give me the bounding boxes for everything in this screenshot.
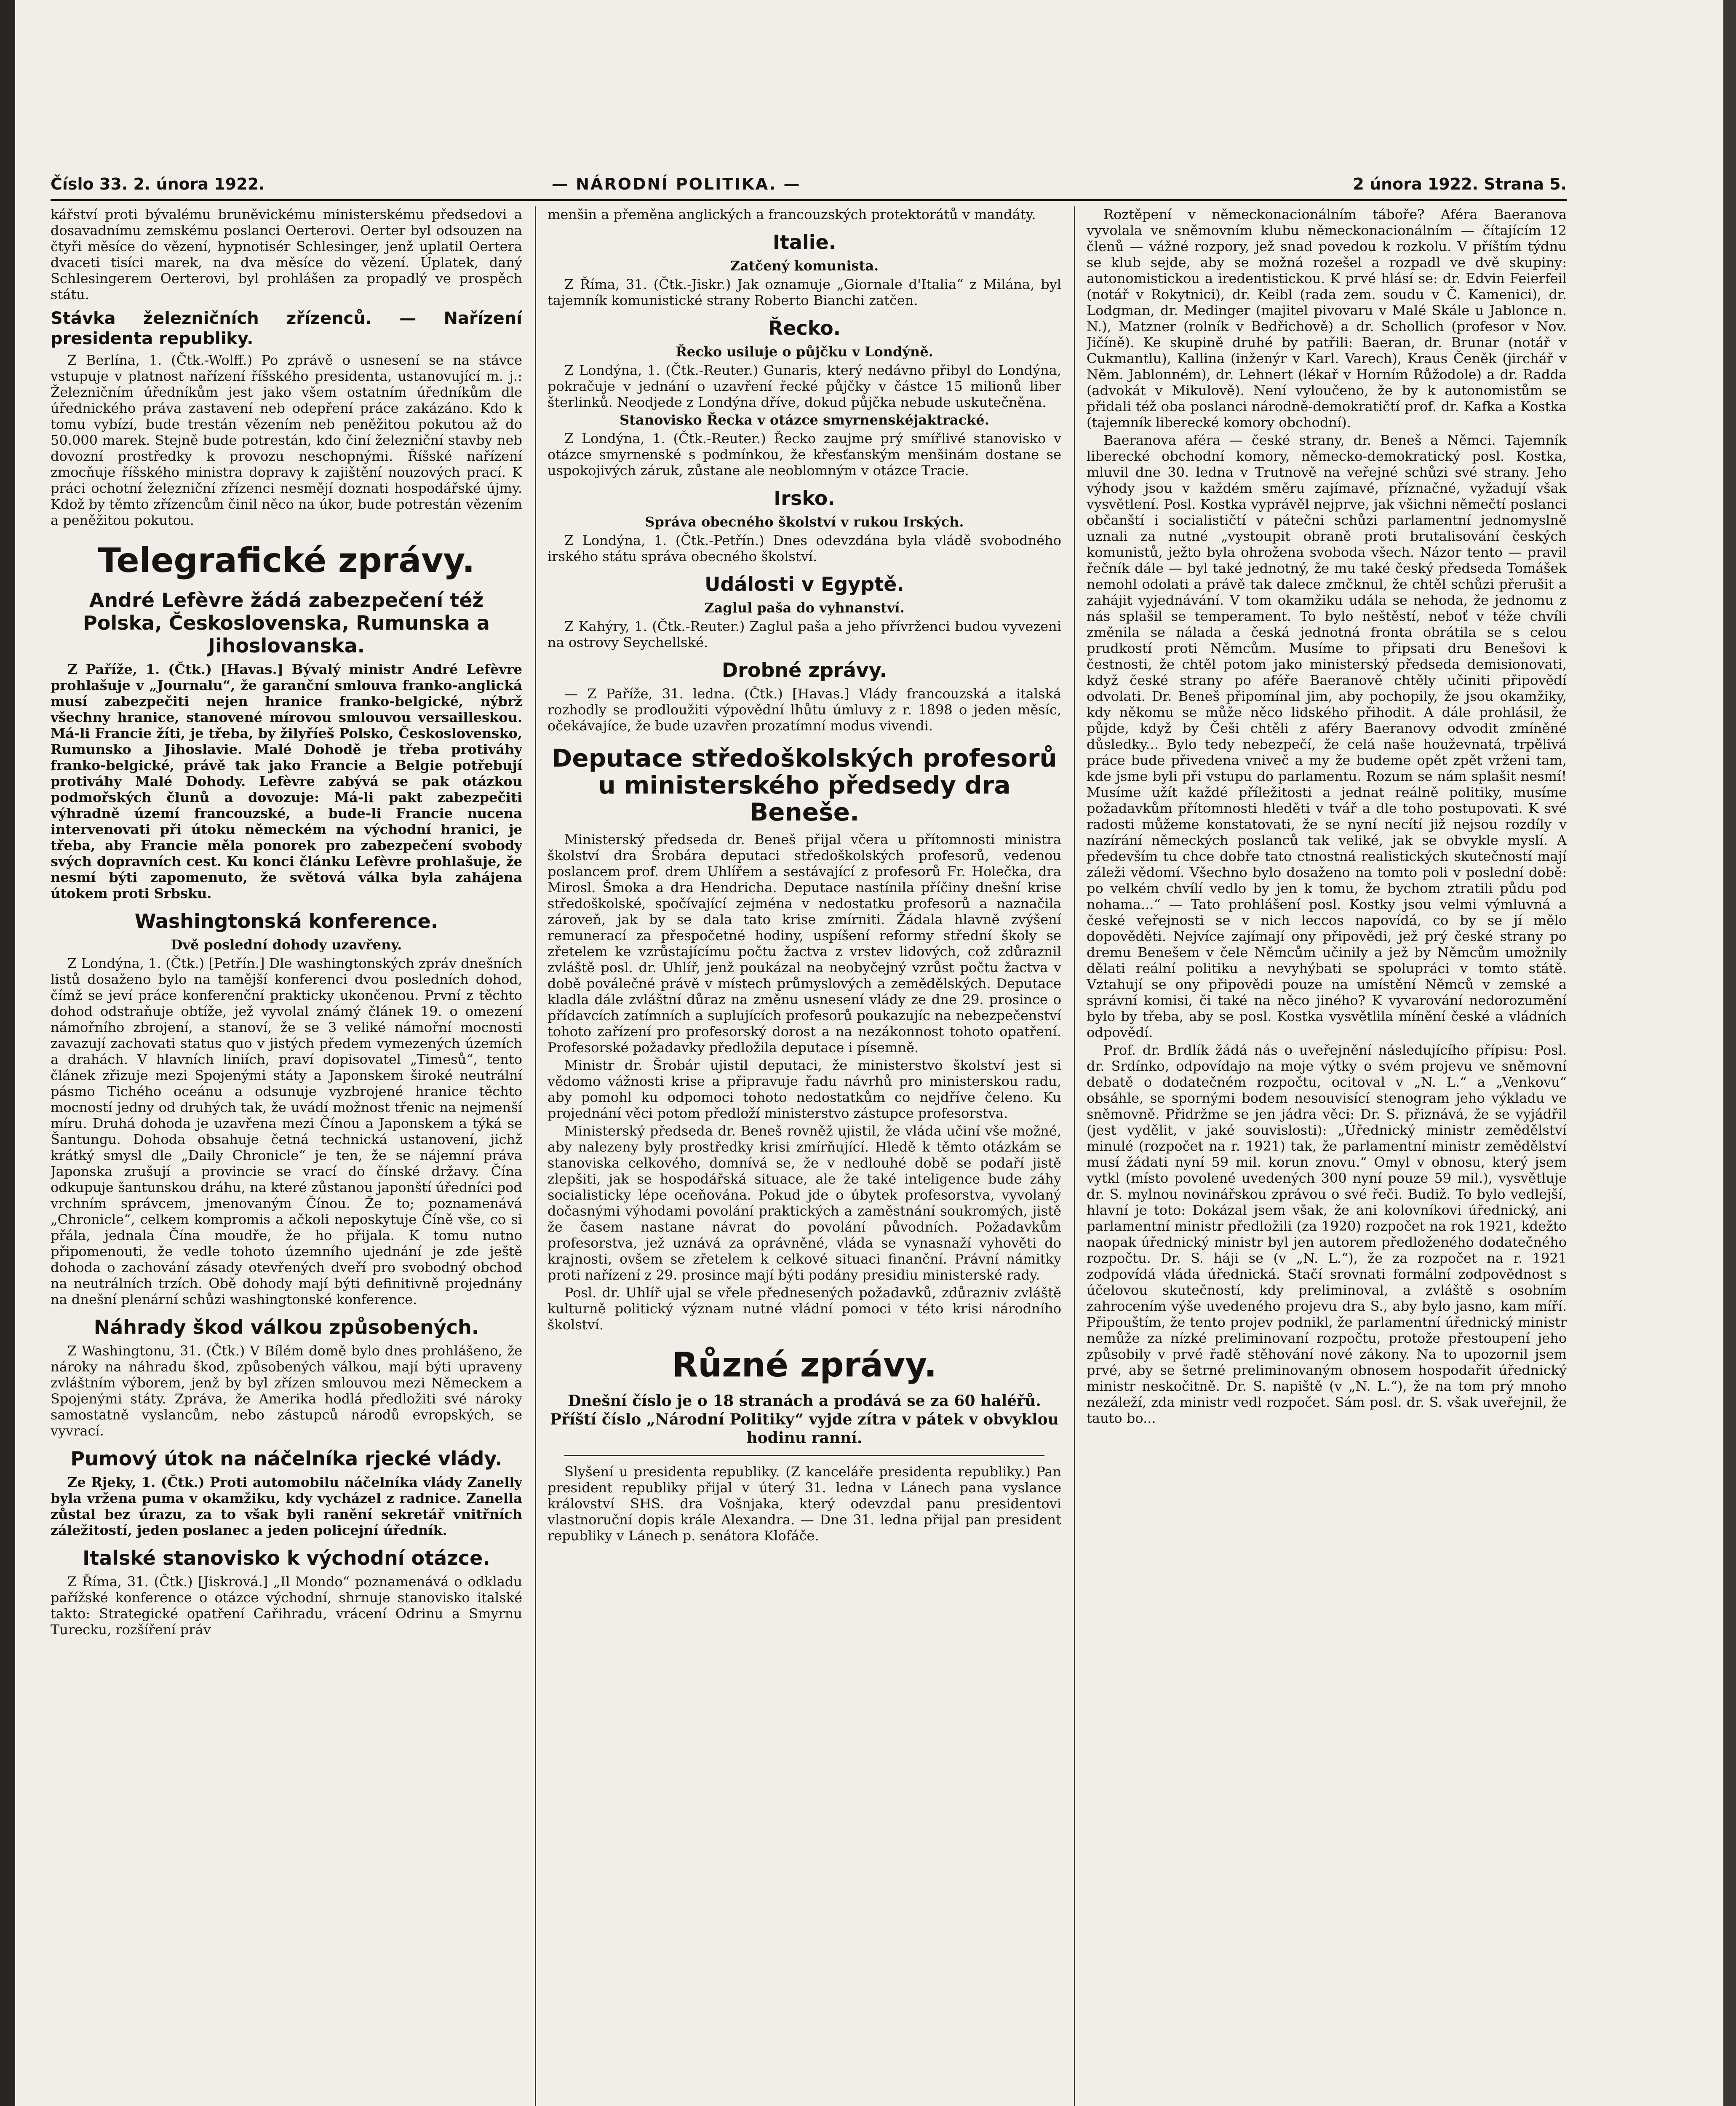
- article-text: Z Paříže, 1. (Čtk.) [Havas.] Bývalý ministr André Lefèvre prohlašuje v „Journalu“, že garanční smlouva franko-anglická musí zabezpečiti nejen hranice franko-belgické, nýbrž všechny hranice, stanovené mírovou smlouvou versailleskou. Má-li Francie žíti, je třeba, by žilyříeš Polsko, Československo, Rumunsko a Jihoslavie. Malé Dohodě je třeba protiváhy franko-belgické, právě tak jako Francie a Belgie potřebují protiváhy Malé Dohody. Lefèvre zabývá se pak otázkou podmořských člunů a dovozuje: Má-li pakt zabezpečiti výhradně území francouzské, a bude-li Francie nucena intervenovati při útoku německém na východní hranici, je třeba, aby Francie měla ponorek pro zabezpečení svobody svých dopravních cest. Ku konci článku Lefèvre prohlašuje, že nesmí býti zapomenuto, že světová válka byla zahájena útokem proti Srbsku.: [51, 661, 522, 901]
- article-subheadline: Správa obecného školství v rukou Irských.: [645, 514, 964, 530]
- article-text: Ministr dr. Šrobár ujistil deputaci, že ministerstvo školství jest si vědomo vážnosti krise a připravuje řadu návrhů pro ministerskou radu, aby pomohl ku odpomoci tohoto nedostatkům co nejdříve čeleno. Ku projednání věci potom předloží ministerstvo zástupce profesorstva.: [548, 1057, 1061, 1121]
- page-edge-shadow: [1723, 0, 1736, 2106]
- column-1: [51, 206, 522, 2106]
- date-and-page: 2 února 1922. Strana 5.: [1353, 175, 1567, 193]
- article-headline: Washingtonská konference.: [134, 910, 438, 933]
- article-subheadline: Řecko usiluje o půjčku v Londýně.: [676, 344, 933, 360]
- page-header: [51, 166, 1567, 200]
- column-2: [548, 206, 1061, 2106]
- article-text: menšin a přeměna anglických a francouzských protektorátů v mandáty.: [548, 206, 1036, 222]
- newspaper-page: [51, 166, 1567, 2106]
- article-text: Roztěpení v německonacionálním táboře? Aféra Baeranova vyvolala ve sněmovním klubu německonacionálním — čítajícím 12 členů — vážné rozpory, jež snad povedou k rozkolu. V příštím týdnu se klub sejde, aby se možná rozešel a rozpadl ve dvě skupiny: autonomistickou a iredentistickou. K prvé hlásí se: dr. Edvin Feierfeil (notář v Rokytnici), dr. Keibl (rada zem. soudu v Č. Kamenici), dr. Lodgman, dr. Medinger (majitel pivovaru v Malé Skále u Jablonce n. N.), Matzner (rolník v Bedřichově) a dr. Schollich (profesor v Nov. Jičíně). Ke skupině druhé by patřili: Baeran, dr. Brunar (notář v Cukmantlu), Kallina (inženýr v Karl. Varech), Kraus Čeněk (jirchář v Něm. Jablonném), dr. Lehnert (lékař v Horním Růžodole) a dr. Radda (advokát v Mikulově). Není vyloučeno, že by k autonomistům se přidali též oba poslanci národně-demokratičtí prof. dr. Kafka a Kostka (tajemník liberecké komory obchodní).: [1087, 206, 1567, 430]
- article-headline: Pumový útok na náčelníka rjecké vlády.: [70, 1447, 502, 1470]
- article-subheadline: Zatčený komunista.: [730, 258, 879, 274]
- column-divider: [1074, 206, 1075, 2106]
- article-text: Baeranova aféra — české strany, dr. Beneš a Němci. Tajemník liberecké obchodní komory, německo-demokratický posl. Kostka, mluvil dne 30. ledna v Trutnově na veřejné schůzi své strany. Jeho výhody jsou v každém směru zajímavé, příznačné, vyžadují však vysvětlení. Posl. Kostka vyprávěl nejprve, jak všichni němečtí poslanci občanští i socialističtí v pátečni schůzi parlamentní jednomyslně uznali za nutné „vystoupit obraně proti brutalisování českých komunistů, ježto byla ohrožena svoboda všech. Názor tento — pravil řečník dále — byl také jednotný, že mu také český předseda Tomášek nemohl odolati a právě tak dalece zmčknul, že chtěl schůzi přerušit a zahájit vyjednávání. V tom okamžiku udála se nehoda, že jednomu z nás splašil se temperament. To bylo neštěstí, neboť v téže chvíli změnila se nálada a česká jednotná fronta obrátila se s celou prudkostí proti Němcům. Musíme to připsati dru Benešovi k čestnosti, že chtěl potom jako ministerský předseda demisionovati, když české strany po aféře Baeranově chtěly učiniti připovědí odvolati. Dr. Beneš připomínal jim, aby pochopily, že jsou okamžiky, kdy někomu se může něco lidského přihodit. A dále prohlásil, že půjde, když by Češi chtěli z aféry Baeranovy odvodit zmíněné důsledky... Bylo tedy nebezpečí, že celá naše houževnatá, trpělivá práce bude přivedena vniveč a my že budeme opět zpět vrženi tam, kde jsme byli při vstupu do parlamentu. Rozum se nám splašit nesmí! Musíme užít každé příležitosti a jednat reálně politiky, musíme požadavkům přítomnosti hleděti v tvář a dle toho postupovati. K své radosti můžeme konstatovati, že se nyní necítí již nejsou rozdíly v nazírání německých poslanců tak veliké, jak se obvykle myslí. A především tu chce dobře tato ctnostná realistických skutečností mají záleži vědomí. Všechno bylo dosaženo na tomto poli v poslední době: po velkém chvílí vedlo by jen k tomu, že bychom ztratili půdu pod nohama...“ — Tato prohlášení posl. Kostky jsou velmi výmluvná a české veřejnosti se v nich leccos napovídá, co by se jí mělo dopověděti. Nejvíce zajímají ony připovědi, jež prý české strany po dremu Benešem v čele Němcům učinily a jež by Němcům umožnily dělati reální politiku a nevyhýbati se spolupráci v tomto státě. Vztahují se ony připovědi pouze na umístění Němců v zemské a správní komisi, či také na něco jiného? K vyvarování nedorozumění bylo by třeba, aby se posl. Kostka vysvětlila mínění české a vládních odpovědí.: [1087, 432, 1567, 1040]
- article-text: Z Londýna, 1. (Čtk.-Reuter.) Gunaris, který nedávno přibyl do Londýna, pokračuje v jednání o uzavření řecké půjčky v částce 15 milionů liber šterlinků. Neodjede z Londýna dříve, dokud půjčka nebude uskutečněna.: [548, 362, 1061, 410]
- header-rule: [51, 199, 1567, 201]
- article-text: — Z Paříže, 31. ledna. (Čtk.) [Havas.] Vlády francouzská a italská rozhodly se prodloužiti výpovědní lhůtu úmluvy z r. 1898 o jeden měsíc, očekávajíce, že bude uzavřen prozatímní modus vivendi.: [548, 686, 1061, 734]
- article-text: Ministerský předseda dr. Beneš přijal včera u přítomnosti ministra školství dra Šrobára deputaci středoškolských profesorů, vedenou poslancem prof. drem Uhlířem a sestávající z profesorů Fr. Holečka, dra Mirosl. Šmoka a dra Hendricha. Deputace nastínila příčiny dnešní krise středoškolské, spočívající zejména v nedostatku profesorů a naznačila zároveň, jak by se dala tato krise zmírniti. Žádala hlavně zvýšení remunerací za přespočetné hodiny, uspíšení reformy střední školy se zřetelem ke vzrůstajícímu počtu žactva z vrstev lidových, což zdůraznil zvláště posl. dr. Uhlíř, jenž poukázal na neobyčejný vzrůst počtu žactva v době poválečné právě v místech průmyslových a zemědělských. Deputace kladla dále zvláštní důraz na změnu usnesení vlády ze dne 29. prosince o přídavcích zatímních a suplujících profesorů poukazujíc na nebezpečenství tohoto zařízení pro profesorský dorost a na nezákonnost tohoto opatření. Profesorské požadavky předložila deputace i písemně.: [548, 831, 1061, 1056]
- article-headline: Irsko.: [774, 487, 835, 510]
- article-headline: Stávka železničních zřízenců. — Nařízení presidenta republiky.: [51, 309, 522, 348]
- section-title: Telegrafické zprávy.: [98, 541, 475, 580]
- article-text: Z Washingtonu, 31. (Čtk.) V Bílém domě bylo dnes prohlášeno, že nároky na náhradu škod, způsobených válkou, mají býti upraveny zvláštním výborem, jenž by byl zřízen smlouvou mezi Německem a Spojenými státy. Zpráva, že Amerika hodlá předložiti své nároky samostatně vyslancům, nebo zástupců národů evropských, se vyvrací.: [51, 1343, 522, 1439]
- article-headline: André Lefèvre žádá zabezpečení též Polska, Československa, Rumunska a Jihoslovanska.: [83, 589, 490, 657]
- issue-number: Číslo 33. 2. února 1922.: [51, 175, 265, 193]
- column-divider: [535, 206, 536, 2106]
- article-text: kářství proti bývalému bruněvickému ministerskému předsedovi a dosavadnímu zemskému poslanci Oerterovi. Oerter byl odsouzen na čtyři měsíce do vězení, hypnotisér Schlesinger, jenž uplatil Oertera dvaceti tisíci marek, na dva měsíce do vězení. Úplatek, daný Schlesingerem Oerterovi, byl prohlášen za propadlý ve prospěch státu.: [51, 206, 522, 302]
- notice-next-issue: Příští číslo „Národní Politiky“ vyjde zítra v pátek v obvyklou hodinu ranní.: [550, 1411, 1059, 1447]
- column-3: [1087, 206, 1567, 2106]
- section-title: Různé zprávy.: [672, 1345, 937, 1384]
- article-text: Posl. dr. Uhlíř ujal se vřele přednesených požadavků, zdůrazniv zvláště kulturně politický význam nutné vládní pomoci v této krisi národního školství.: [548, 1285, 1061, 1333]
- article-subheadline: Zaglul paša do vyhnanství.: [704, 600, 905, 616]
- article-text: Z Londýna, 1. (Čtk.-Petřín.) Dnes odevzdána byla vládě svobodného irského státu správa obecného školství.: [548, 532, 1061, 564]
- article-text: Prof. dr. Brdlík žádá nás o uveřejnění následujícího přípisu: Posl. dr. Srdínko, odpovídajo na moje výtky o svém projevu ve sněmovní debatě o dodatečném rozpočtu, ocitoval v „N. L.“ a „Venkovu“ obsáhle, se spornými bodem nesouvisící stenogram jeho výkladu ve sněmovně. Přidržme se jen jádra věci: Dr. S. přiznává, že se vyjádřil (jest vydělit, v jaké souvislosti): „Úřednický ministr zemědělství minulé (rozpočet na r. 1921) tak, že parlamentní ministr zemědělství musí žádati nyní 59 mil. korun znovu.“ Omyl v obnosu, který jsem vytkl (místo povolené uvedených 300 nyní pouze 59 mil.), vysvětluje dr. S. mylnou novinářskou zprávou o své řeči. Budiž. To bylo vedlejší, hlavní je toto: Dokázal jsem však, že ani kolovníkovi úřednický, ani parlamentní ministr předložili (za 1920) rozpočet na rok 1921, kdežto naopak úřednický ministr byl jen autorem předloženého dodatečného rozpočtu. Dr. S. háji se (v „N. L.“), že za rozpočet na r. 1921 zodpovídá vláda úřednická. Stačí srovnati formální zodpovědnost s účelovou skutečností, kdy preliminoval, a zvláště s osobním zahrocením výše uvedeného projevu dra S., aby bylo jasno, kam míří. Připouštím, že tento projev podnikl, že parlamentní úřednický ministr nemůže za nízké preliminovaní rozpočtu, protože přestoupení jeho způsobily v prvé řadě stěhování nové zákony. Na to upozornil jsem prvé, aby se šetrné preliminovaným obnosem hospodařit úřednický ministr neskočitně. Dr. S. napiště (v „N. L.“), že na tom prý mnoho nezáleží, zda ministr vedl rozpočet. Sám posl. dr. S. však uveřejnil, že tauto bo...: [1087, 1042, 1567, 1426]
- article-text: Ministerský předseda dr. Beneš rovněž ujistil, že vláda učiní vše možné, aby nalezeny byly prostředky krisi zmírňující. Hledě k těmto otázkám se stanoviska celkového, domnívá se, že v nedlouhé době se podaří jistě zlepšiti, jak se hospodářská situace, ale že také inteligence bude záhy socialisticky lépe oceňována. Pokud jde o úbytek profesorstva, vyvolaný dočasnými výhodami povolání praktických a zaměstnání soukromých, jistě že časem nastane návrat do povolání původních. Požadavkům profesorstva, jež uznává za oprávněné, vláda se vynasnaží vyhověti do krajnosti, ovšem se zřetelem k celkové situaci finanční. Právní námitky proti nařízení z 29. prosince mají býti podány presidiu ministerské rady.: [548, 1123, 1061, 1283]
- article-headline: Náhrady škod válkou způsobených.: [93, 1316, 479, 1339]
- article-text: Z Říma, 31. (Čtk.-Jiskr.) Jak oznamuje „Giornale d'Italia“ z Milána, byl tajemník komunistické strany Roberto Bianchi zatčen.: [548, 276, 1061, 308]
- article-text: Z Londýna, 1. (Čtk.) [Petřín.] Dle washingtonských zpráv dnešních listů dosaženo bylo na tamější konferenci dvou posledních dohod, čímž se jeví práce konferenční prakticky ukončenou. První z těchto dohod odstraňuje obtíže, jež vyvolal známý článek 19. o omezení námořního zbrojení, a stanoví, že se 3 veliké námořní mocnosti zavazují zachovati status quo v jistých předem vymezených územích a drahách. V hlavních liniích, praví dopisovatel „Timesů“, tento článek zřizuje mezi Spojenými státy a Japonskem široké neutrální pásmo Tichého oceánu a odsunuje vyzbrojené hranice těchto mocností jedny od druhých tak, že uvádí možnost třenic na nejmenší míru. Druhá dohoda je uzavřena mezi Čínou a Japonskem a týká se Šantungu. Dohoda obsahuje četná technická ustanovení, jichž krátký smysl dle „Daily Chronicle“ je ten, že se nájemní práva Japonska zrušují a provincie se vrací do čínské državy. Čína odkupuje šantunskou dráhu, na které zůstanou japonští úředníci pod vrchním správcem, jmenovaným Čínou. Že to; poznamenává „Chronicle“, celkem kompromis a ačkoli neposkytuje Číně vše, co si přála, jednala Čína moudře, že ho přijala. K tomu nutno připomenouti, že vedle tohoto územního ujednání je zde ještě dohoda o zachování zásady otevřených dveří pro svobodný obchod na neutrálních trzích. Obě dohody mají býti definitivně projednány na dnešní plenární schůzi washingtonské konference.: [51, 955, 522, 1307]
- article-headline: Italie.: [772, 231, 836, 254]
- article-text: Slyšení u presidenta republiky. (Z kanceláře presidenta republiky.) Pan president republiky přijal v úterý 31. ledna v Lánech pana vyslance království SHS. dra Vošnjaka, který odevzdal panu presidentovi vlastnoruční dopis krále Alexandra. — Dne 31. ledna přijal pan president republiky v Lánech p. senátora Klofáče.: [548, 1464, 1061, 1544]
- article-text: Z Kahýry, 1. (Čtk.-Reuter.) Zaglul paša a jeho přívrženci budou vyvezeni na ostrovy Seychellské.: [548, 618, 1061, 650]
- article-headline: Řecko.: [768, 317, 841, 339]
- article-headline: Události v Egyptě.: [705, 573, 904, 596]
- article-subheadline: Dvě poslední dohody uzavřeny.: [171, 937, 402, 953]
- article-headline: Drobné zprávy.: [721, 659, 887, 682]
- page-binding-shadow: [0, 0, 15, 2106]
- notice-price: Dnešní číslo je o 18 stranách a prodává se za 60 haléřů.: [568, 1392, 1041, 1410]
- article-headline: Italské stanovisko k východní otázce.: [83, 1547, 490, 1569]
- article-text: Z Říma, 31. (Čtk.) [Jiskrová.] „Il Mondo“ poznamenává o odkladu pařížské konference o otázce východní, shrnuje stanovisko italské takto: Strategické opatření Cařihradu, vrácení Odrinu a Smyrnu Turecku, rozšíření práv: [51, 1574, 522, 1638]
- article-text: Z Berlína, 1. (Čtk.-Wolff.) Po zprávě o usnesení se na stávce vstupuje v platnost nařízení říšského presidenta, ustanovující m. j.: Železničním úředníkům jest jako všem ostatním úředníkům dle úřednického práva zastavení neb odepření práce zakázáno. Kdo k tomu vybízí, bude trestán vězením neb peněžitou pokutou až do 50.000 marek. Stejně bude potrestán, kdo činí železniční stavby neb dovozní prostředky k provozu neschopnými. Říšské nařízení zmocňuje říšského ministra dopravy k zajištění nouzových prací. K práci ochotní železniční zřízenci nesmějí doznati hospodářské újmy. Kdož by těmto zřízencům činil něco na úkor, bude potrestán vězením a peněžitou pokutou.: [51, 352, 522, 528]
- article-text: Z Londýna, 1. (Čtk.-Reuter.) Řecko zaujme prý smířlivé stanovisko v otázce smyrnenské s podmínkou, že křesťanským menšinám dostane se uspokojivých záruk, zůstane ale neoblomným v otázce Tracie.: [548, 430, 1061, 478]
- article-subheadline: Stanovisko Řecka v otázce smyrnenskéjaktracké.: [620, 412, 989, 428]
- notice-rule: [564, 1455, 1044, 1456]
- article-text: Ze Rjeky, 1. (Čtk.) Proti automobilu náčelníka vlády Zanelly byla vržena puma v okamžiku, kdy vycházel z radnice. Zanella zůstal bez úrazu, za to však byli ranění sekretář vnitřních záležitostí, jeden poslanec a jeden policejní úředník.: [51, 1474, 522, 1538]
- article-headline: Deputace středoškolských profesorů u ministerského předsedy dra Beneše.: [552, 744, 1057, 826]
- masthead-title: — NÁRODNÍ POLITIKA. —: [552, 175, 801, 193]
